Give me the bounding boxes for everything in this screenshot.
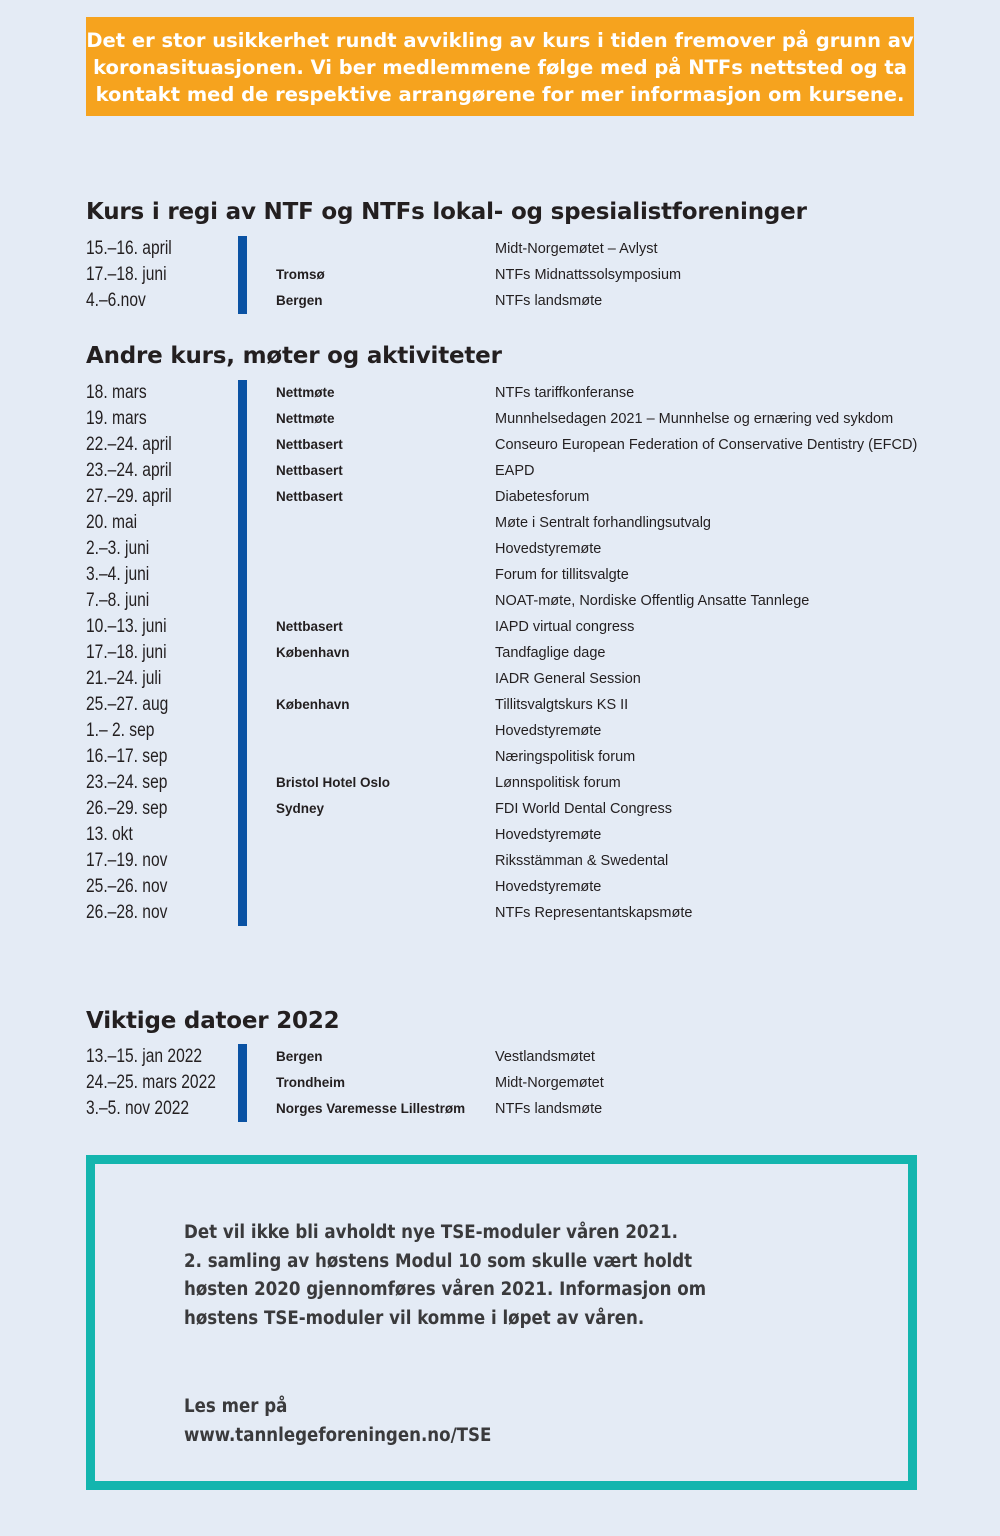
schedule-row [86,262,916,288]
tse-line: Det vil ikke bli avholdt nye TSE-moduler våren 2021. [184,1222,678,1243]
row-event: Møte i Sentralt forhandlingsutvalg [495,515,711,531]
row-date: 2.–3. juni [86,538,150,559]
row-divider-bar [238,1070,247,1096]
row-date: 26.–29. sep [86,798,168,819]
row-date: 27.–29. april [86,486,172,507]
section-heading-ntf-courses: Kurs i regi av NTF og NTFs lokal- og spesialistforeninger [86,199,807,225]
row-event: Riksstämman & Swedental [495,853,669,869]
row-event: NTFs landsmøte [495,293,603,309]
tse-link[interactable]: www.tannlegeforeningen.no/TSE [184,1425,492,1446]
row-divider-bar [238,236,247,262]
schedule-row [86,536,916,562]
row-event: Hovedstyremøte [495,879,602,895]
row-event: Næringspolitisk forum [495,749,636,765]
row-event: Vestlandsmøtet [495,1049,595,1065]
row-location: Sydney [276,801,325,816]
row-date: 24.–25. mars 2022 [86,1072,216,1093]
row-event: Hovedstyremøte [495,723,602,739]
schedule-row [86,1044,916,1070]
section-heading-other-courses: Andre kurs, møter og aktiviteter [86,343,502,369]
row-divider-bar [238,484,247,510]
row-divider-bar [238,874,247,900]
row-divider-bar [238,562,247,588]
schedule-row [86,458,916,484]
row-divider-bar [238,536,247,562]
row-date: 10.–13. juni [86,616,167,637]
tse-line: høsten 2020 gjennomføres våren 2021. Informasjon om [184,1279,707,1300]
row-divider-bar [238,796,247,822]
row-divider-bar [238,262,247,288]
notice-line: kontakt med de respektive arrangørene for mer informasjon om kursene. [95,83,905,106]
row-location: Nettbasert [276,619,343,634]
row-event: Midt-Norgemøtet – Avlyst [495,241,658,257]
row-location: Nettbasert [276,463,343,478]
row-location: Bristol Hotel Oslo [276,775,391,790]
row-event: Forum for tillitsvalgte [495,567,629,583]
row-event: Tillitsvalgtskurs KS II [495,697,629,713]
row-location: Nettbasert [276,489,343,504]
row-location: København [276,645,350,660]
row-divider-bar [238,288,247,314]
row-event: Lønnspolitisk forum [495,775,621,791]
row-divider-bar [238,1044,247,1070]
tse-line: 2. samling av høstens Modul 10 som skulle vært holdt [184,1250,693,1272]
row-divider-bar [238,510,247,536]
row-date: 26.–28. nov [86,902,168,923]
row-date: 20. mai [86,512,138,533]
row-event: IADR General Session [495,671,641,687]
row-event: EAPD [495,463,535,479]
row-date: 13.–15. jan 2022 [86,1046,203,1067]
row-date: 3.–5. nov 2022 [86,1098,190,1119]
schedule-row [86,562,916,588]
notice-line: Det er stor usikkerhet rundt avvikling av kurs i tiden fremover på grunn av [86,29,914,52]
row-divider-bar [238,822,247,848]
schedule-row [86,484,916,510]
tse-info-text [184,1219,744,1333]
row-divider-bar [238,1096,247,1122]
tse-read-more [184,1392,491,1450]
schedule-row [86,796,916,822]
schedule-row [86,288,916,314]
row-date: 18. mars [86,382,147,403]
row-event: Hovedstyremøte [495,827,602,843]
row-event: Diabetesforum [495,489,590,505]
corona-notice-banner [86,17,914,116]
row-date: 21.–24. juli [86,668,162,689]
row-date: 17.–18. juni [86,264,167,285]
row-date: 22.–24. april [86,434,172,455]
row-divider-bar [238,588,247,614]
row-date: 3.–4. juni [86,564,150,585]
row-event: FDI World Dental Congress [495,801,673,817]
row-location: Nettbasert [276,437,343,452]
schedule-row [86,692,916,718]
read-more-label: Les mer på [184,1396,288,1417]
row-event: NOAT-møte, Nordiske Offentlig Ansatte Tannlege [495,593,810,609]
schedule-row [86,380,916,406]
row-divider-bar [238,432,247,458]
row-location: Trondheim [276,1075,346,1090]
row-date: 25.–26. nov [86,876,168,897]
row-event: Conseuro European Federation of Conservative Dentistry (EFCD) [495,437,918,453]
row-date: 16.–17. sep [86,746,168,767]
schedule-row [86,510,916,536]
row-event: NTFs Representantskapsmøte [495,905,693,921]
row-event: Munnhelsedagen 2021 – Munnhelse og ernæring ved sykdom [495,411,894,427]
schedule-row [86,1070,916,1096]
row-date: 15.–16. april [86,238,172,259]
schedule-row [86,770,916,796]
row-event: NTFs landsmøte [495,1101,603,1117]
row-event: NTFs Midnattssolsymposium [495,267,682,283]
schedule-row [86,718,916,744]
schedule-row [86,432,916,458]
row-divider-bar [238,770,247,796]
schedule-row [86,822,916,848]
row-date: 4.–6.nov [86,290,146,311]
row-divider-bar [238,900,247,926]
row-event: IAPD virtual congress [495,619,635,635]
row-divider-bar [238,718,247,744]
row-location: København [276,697,350,712]
schedule-row [86,588,916,614]
schedule-row [86,666,916,692]
schedule-row [86,1096,916,1122]
schedule-row [86,614,916,640]
row-date: 19. mars [86,408,147,429]
row-event: NTFs tariffkonferanse [495,385,635,401]
row-date: 1.– 2. sep [86,720,155,741]
row-divider-bar [238,692,247,718]
ntf-courses-table [86,236,916,314]
row-location: Tromsø [276,267,325,282]
row-location: Bergen [276,293,323,308]
tse-line: høstens TSE-moduler vil komme i løpet av våren. [184,1307,645,1329]
row-date: 17.–18. juni [86,642,167,663]
section-heading-dates-2022: Viktige datoer 2022 [86,1008,340,1034]
schedule-row [86,874,916,900]
row-date: 25.–27. aug [86,694,169,715]
other-courses-table [86,380,916,926]
row-location: Norges Varemesse Lillestrøm [276,1101,466,1116]
row-divider-bar [238,406,247,432]
schedule-row [86,236,916,262]
schedule-row [86,900,916,926]
tse-info-box [86,1155,917,1490]
schedule-row [86,640,916,666]
row-date: 23.–24. sep [86,772,168,793]
row-date: 17.–19. nov [86,850,168,871]
row-date: 23.–24. april [86,460,172,481]
row-divider-bar [238,744,247,770]
row-divider-bar [238,380,247,406]
row-location: Bergen [276,1049,323,1064]
row-location: Nettmøte [276,411,335,426]
row-divider-bar [238,458,247,484]
row-location: Nettmøte [276,385,335,400]
row-divider-bar [238,614,247,640]
schedule-row [86,406,916,432]
row-event: Tandfaglige dage [495,645,606,661]
row-date: 7.–8. juni [86,590,150,611]
schedule-row [86,744,916,770]
row-event: Hovedstyremøte [495,541,602,557]
row-divider-bar [238,640,247,666]
dates-2022-table [86,1044,916,1122]
row-divider-bar [238,666,247,692]
row-date: 13. okt [86,824,133,845]
notice-line: koronasituasjonen. Vi ber medlemmene følge med på NTFs nettsted og ta [93,56,907,79]
schedule-row [86,848,916,874]
row-event: Midt-Norgemøtet [495,1075,604,1091]
row-divider-bar [238,848,247,874]
